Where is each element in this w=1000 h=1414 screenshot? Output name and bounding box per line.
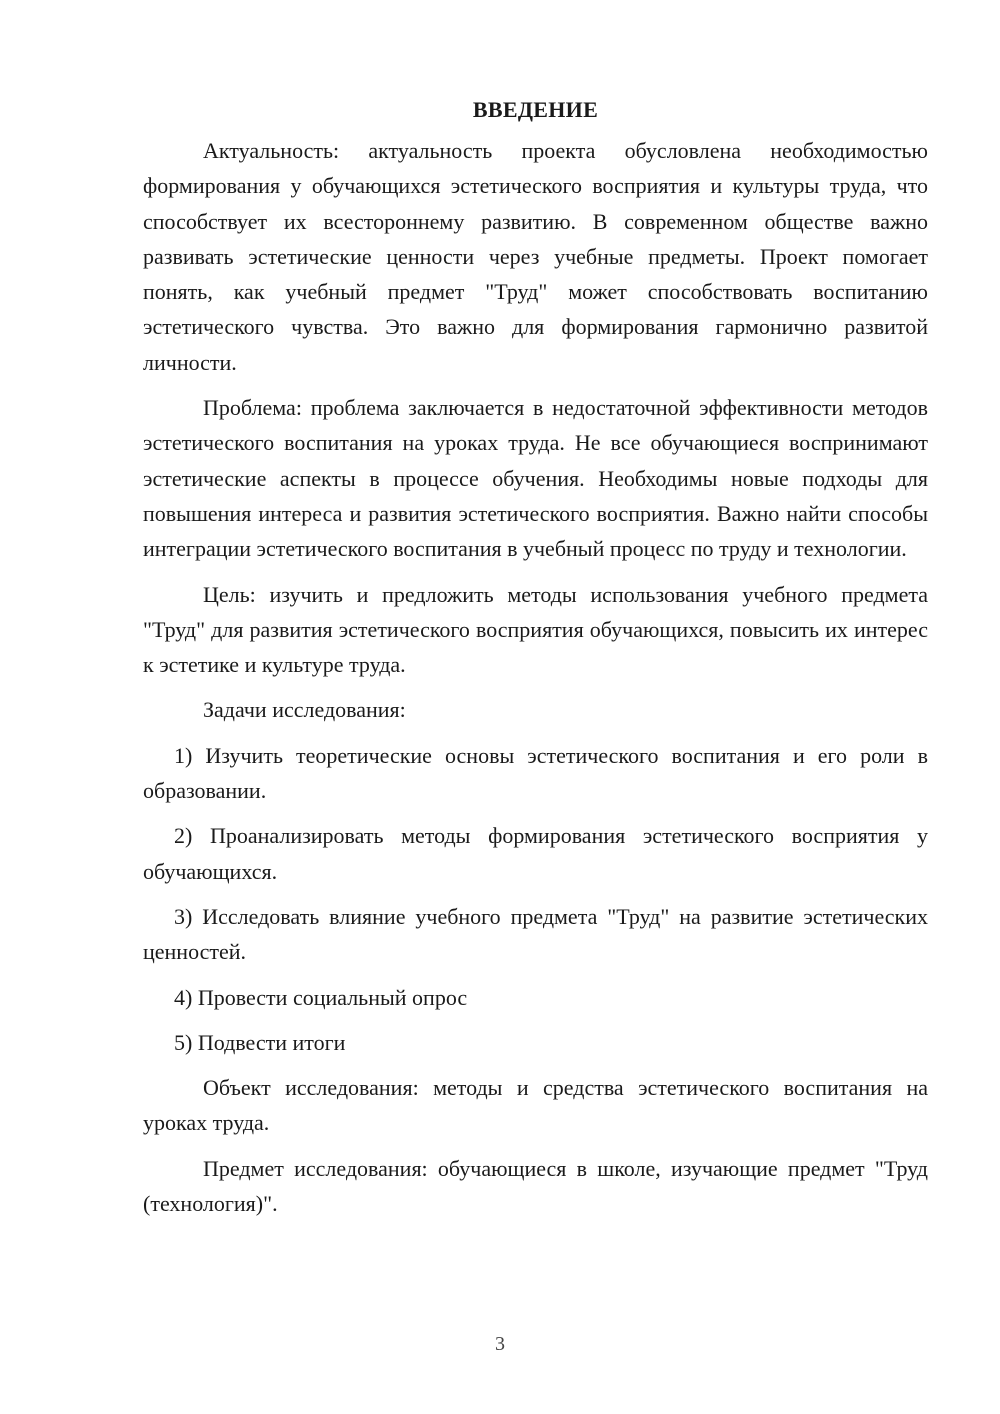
tasks-heading: Задачи исследования: [203,697,406,723]
page-number: 3 [495,1333,505,1355]
task-item-2: 2) Проанализировать методы формирования эстетического восприятия у обучающихся. [143,823,928,884]
subject-paragraph: Предмет исследования: обучающиеся в школе, изучающие предмет "Труд (технология)". [143,1155,928,1217]
task-item-4: 4) Провести социальный опрос [174,984,468,1010]
task-item-3: 3) Исследовать влияние учебного предмета "Труд" на развитие эстетических ценностей. [143,903,928,965]
object-paragraph: Объект исследования: методы и средства эстетического воспитания на уроках труда. [143,1075,928,1136]
document-page [143,92,928,1231]
relevance-paragraph: Актуальность: актуальность проекта обусловлена необходимостью формирования у обучающихся эстетического восприятия и культуры труда, что способствует их всестороннему развитию. В современном обществе важно развивать эстетические ценности через учебные предметы. Проект помогает понять, как учебный предмет "Труд" может способствовать воспитанию эстетического чувства. Это важно для формирования гармонично развитой личности. [143,138,928,375]
page-title: ВВЕДЕНИЕ [472,97,599,122]
task-item-1: 1) Изучить теоретические основы эстетического воспитания и его роли в образовании. [143,742,928,804]
problem-paragraph: Проблема: проблема заключается в недостаточной эффективности методов эстетического воспитания на уроках труда. Не все обучающиеся воспринимают эстетические аспекты в процессе обучения. Необходимы новые подходы для повышения интереса и развития эстетического восприятия. Важно найти способы интеграции эстетического воспитания в учебный процесс по труду и технологии. [143,395,928,562]
goal-paragraph: Цель: изучить и предложить методы использования учебного предмета "Труд" для развития эстетического восприятия обучающихся, повысить их интерес к эстетике и культуре труда. [143,581,928,678]
task-item-5: 5) Подвести итоги [174,1029,346,1055]
